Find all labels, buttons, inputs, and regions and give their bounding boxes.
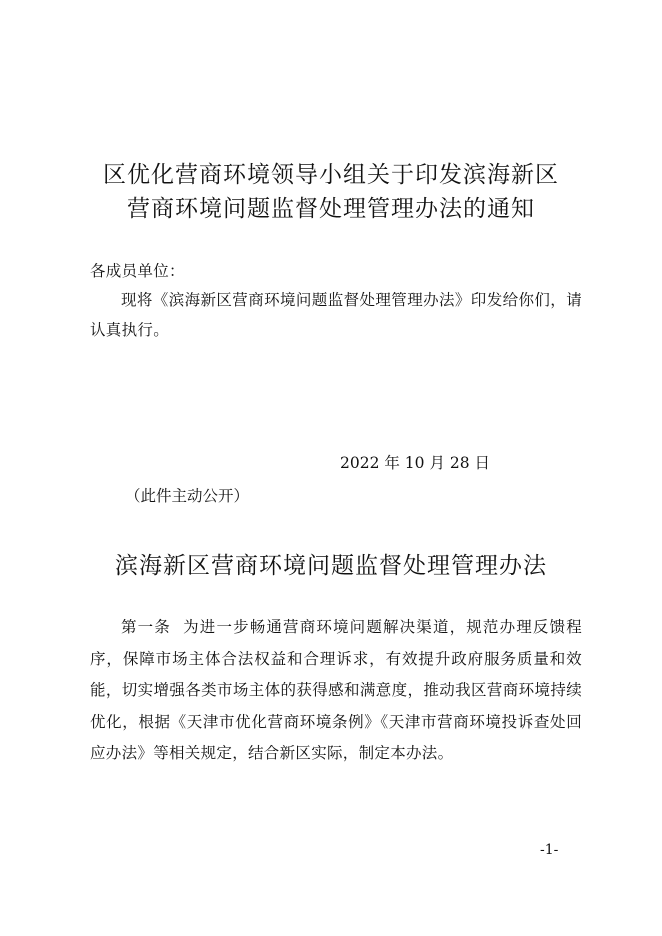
issue-date: 2022 年 10 月 28 日 bbox=[340, 454, 491, 472]
notice-title-line-1: 区优化营商环境领导小组关于印发滨海新区 bbox=[103, 162, 559, 188]
measures-title: 滨海新区营商环境问题监督处理管理办法 bbox=[115, 553, 547, 579]
disclosure-note: （此件主动公开） bbox=[125, 487, 250, 505]
salutation: 各成员单位： bbox=[90, 262, 185, 280]
page-number: -1- bbox=[540, 842, 559, 858]
article-1: 第一条 为进一步畅通营商环境问题解决渠道，规范办理反馈程序，保障市场主体合法权益和合理诉求，有效提升政府服务质量和效能，切实增强各类市场主体的获得感和满意度，推动我区营商环境持续优化，根据《天津市优化营商环境条例》《天津市营商环境投诉查处回应办法》等相关规定，结合新区实际，制定本办法。 bbox=[90, 618, 582, 762]
notice-title-line-2: 营商环境问题监督处理管理办法的通知 bbox=[127, 196, 535, 222]
notice-body: 现将《滨海新区营商环境问题监督处理管理办法》印发给你们，请认真执行。 bbox=[90, 291, 582, 339]
